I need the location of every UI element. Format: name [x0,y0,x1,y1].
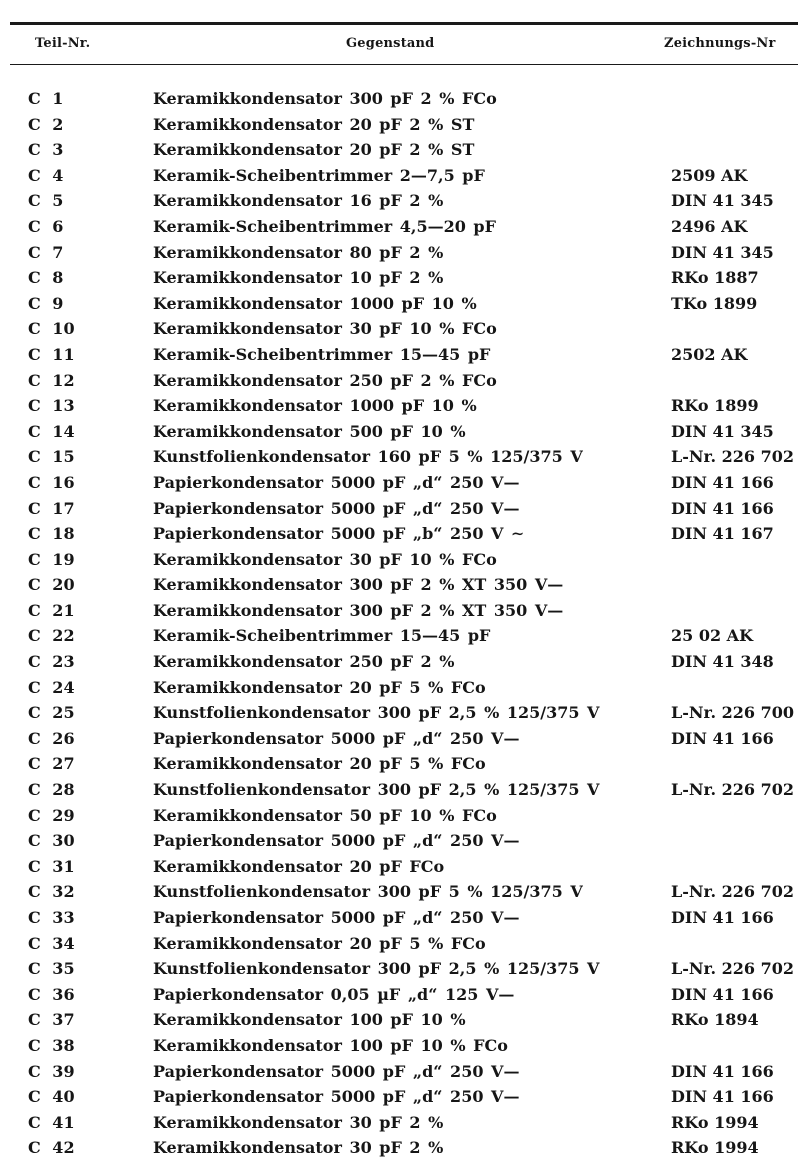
part-number: C 11 [28,344,75,364]
table-row [0,188,800,214]
part-description: Keramikkondensator 80 pF 2 % [153,242,444,262]
table-row [0,368,800,394]
column-header-zeichnungs-nr: Zeichnungs-Nr [664,36,776,51]
part-description: Papierkondensator 5000 pF „d“ 250 V— [153,728,520,748]
drawing-number: L-Nr. 226 702 [671,447,794,467]
part-description: Keramikkondensator 30 pF 2 % [153,1138,444,1158]
column-header-teil-nr: Teil-Nr. [35,36,91,51]
table-row [0,905,800,931]
part-number: C 7 [28,242,64,262]
part-number: C 21 [28,600,75,620]
drawing-number: DIN 41 345 [671,191,774,211]
drawing-number: DIN 41 345 [671,421,774,441]
header-rule [10,64,798,65]
drawing-number: L-Nr. 226 702 [671,959,794,979]
table-row [0,393,800,419]
part-description: Keramik-Scheibentrimmer 15—45 pF [153,344,491,364]
part-description: Keramikkondensator 300 pF 2 % FCo [153,89,497,108]
drawing-number: RKo 1887 [671,268,759,288]
part-number: C 30 [28,831,75,851]
table-row [0,316,800,342]
part-number: C 6 [28,216,64,236]
table-row [0,342,800,368]
part-description: Keramikkondensator 500 pF 10 % [153,421,466,441]
part-number: C 42 [28,1138,75,1158]
table-row [0,700,800,726]
part-description: Keramikkondensator 300 pF 2 % XT 350 V— [153,575,564,595]
part-number: C 2 [28,114,64,134]
table-row [0,419,800,445]
part-description: Keramikkondensator 20 pF FCo [153,856,445,876]
table-row [0,572,800,598]
table-row [0,623,800,649]
table-row [0,547,800,573]
part-description: Keramikkondensator 100 pF 10 % [153,1010,466,1030]
part-number: C 10 [28,319,75,339]
drawing-number: RKo 1894 [671,1010,759,1030]
table-row [0,828,800,854]
part-description: Keramikkondensator 250 pF 2 % FCo [153,370,497,390]
drawing-number: 2502 AK [671,344,748,364]
drawing-number: RKo 1994 [671,1138,759,1158]
part-number: C 26 [28,728,75,748]
part-number: C 17 [28,498,75,518]
drawing-number: RKo 1994 [671,1112,759,1132]
table-row [0,854,800,880]
part-number: C 15 [28,447,75,467]
table-row [0,496,800,522]
table-row [0,265,800,291]
top-rule [10,22,798,25]
part-number: C 1 [28,89,64,108]
part-description: Papierkondensator 5000 pF „d“ 250 V— [153,831,520,851]
part-number: C 14 [28,421,75,441]
part-number: C 12 [28,370,75,390]
part-description: Kunstfolienkondensator 300 pF 2,5 % 125/375 V [153,780,600,800]
table-row [0,1033,800,1059]
part-description: Keramikkondensator 20 pF 2 % ST [153,114,475,134]
part-description: Kunstfolienkondensator 300 pF 5 % 125/375 V [153,882,583,902]
part-number: C 25 [28,703,75,723]
part-number: C 9 [28,293,64,313]
drawing-number: 2509 AK [671,165,748,185]
drawing-number: DIN 41 166 [671,1087,774,1107]
drawing-number: DIN 41 166 [671,1061,774,1081]
part-number: C 34 [28,933,75,953]
table-row [0,112,800,138]
part-description: Kunstfolienkondensator 160 pF 5 % 125/375 V [153,447,583,467]
part-description: Papierkondensator 0,05 µF „d“ 125 V— [153,984,515,1004]
drawing-number: DIN 41 166 [671,908,774,927]
part-number: C 5 [28,191,64,211]
part-number: C 4 [28,165,64,185]
table-row [0,240,800,266]
part-number: C 38 [28,1035,75,1055]
drawing-number: DIN 41 166 [671,472,774,492]
part-number: C 29 [28,805,75,825]
part-number: C 19 [28,549,75,569]
drawing-number: DIN 41 345 [671,242,774,262]
part-number: C 28 [28,780,75,800]
part-number: C 16 [28,472,75,492]
part-number: C 13 [28,396,75,416]
drawing-number: L-Nr. 226 700 [671,703,794,723]
part-description: Keramikkondensator 10 pF 2 % [153,268,444,288]
table-row [0,598,800,624]
part-description: Kunstfolienkondensator 300 pF 2,5 % 125/375 V [153,703,600,723]
part-description: Papierkondensator 5000 pF „b“ 250 V ∼ [153,524,525,544]
drawing-number: DIN 41 166 [671,984,774,1004]
part-description: Papierkondensator 5000 pF „d“ 250 V— [153,498,520,518]
drawing-number: DIN 41 166 [671,728,774,748]
part-description: Papierkondensator 5000 pF „d“ 250 V— [153,1087,520,1107]
table-row [0,726,800,752]
parts-table-body [0,86,800,1161]
table-row [0,444,800,470]
table-row [0,931,800,957]
part-description: Keramikkondensator 20 pF 5 % FCo [153,754,486,774]
drawing-number: DIN 41 167 [671,524,774,544]
part-number: C 41 [28,1112,75,1132]
drawing-number: L-Nr. 226 702 [671,780,794,800]
drawing-number: 25 02 AK [671,626,753,646]
part-number: C 20 [28,575,75,595]
part-number: C 8 [28,268,64,288]
part-description: Papierkondensator 5000 pF „d“ 250 V— [153,908,520,927]
part-description: Keramikkondensator 1000 pF 10 % [153,396,477,416]
table-row [0,1110,800,1136]
part-number: C 40 [28,1087,75,1107]
part-number: C 27 [28,754,75,774]
part-number: C 31 [28,856,75,876]
drawing-number: DIN 41 166 [671,498,774,518]
table-header [0,36,800,56]
table-row [0,777,800,803]
table-row [0,751,800,777]
table-row [0,470,800,496]
drawing-number: TKo 1899 [671,293,758,313]
table-row [0,1084,800,1110]
table-row [0,879,800,905]
table-row [0,803,800,829]
table-row [0,137,800,163]
drawing-number: 2496 AK [671,216,748,236]
drawing-number: L-Nr. 226 702 [671,882,794,902]
part-number: C 24 [28,677,75,697]
part-description: Kunstfolienkondensator 300 pF 2,5 % 125/375 V [153,959,600,979]
part-description: Keramikkondensator 30 pF 10 % FCo [153,319,497,339]
part-number: C 36 [28,984,75,1004]
part-number: C 32 [28,882,75,902]
table-row [0,214,800,240]
drawing-number: DIN 41 348 [671,652,774,672]
part-number: C 18 [28,524,75,544]
part-number: C 37 [28,1010,75,1030]
part-description: Keramik-Scheibentrimmer 15—45 pF [153,626,491,646]
table-row [0,675,800,701]
part-number: C 3 [28,140,64,160]
part-description: Keramikkondensator 1000 pF 10 % [153,293,477,313]
table-row [0,521,800,547]
table-row [0,1135,800,1161]
table-row [0,1059,800,1085]
part-description: Keramikkondensator 300 pF 2 % XT 350 V— [153,600,564,620]
table-row [0,291,800,317]
part-number: C 23 [28,652,75,672]
part-description: Keramikkondensator 50 pF 10 % FCo [153,805,497,825]
column-header-gegenstand: Gegenstand [346,36,435,51]
part-description: Keramik-Scheibentrimmer 2—7,5 pF [153,165,485,185]
part-number: C 22 [28,626,75,646]
table-row [0,86,800,112]
table-row [0,956,800,982]
part-description: Keramikkondensator 20 pF 5 % FCo [153,677,486,697]
part-description: Keramikkondensator 100 pF 10 % FCo [153,1035,508,1055]
part-description: Keramik-Scheibentrimmer 4,5—20 pF [153,216,496,236]
part-description: Keramikkondensator 20 pF 5 % FCo [153,933,486,953]
part-description: Keramikkondensator 30 pF 2 % [153,1112,444,1132]
part-description: Keramikkondensator 20 pF 2 % ST [153,140,475,160]
part-description: Papierkondensator 5000 pF „d“ 250 V— [153,1061,520,1081]
part-number: C 33 [28,908,75,927]
part-number: C 39 [28,1061,75,1081]
part-number: C 35 [28,959,75,979]
table-row [0,163,800,189]
part-description: Keramikkondensator 30 pF 10 % FCo [153,549,497,569]
table-row [0,1007,800,1033]
part-description: Keramikkondensator 250 pF 2 % [153,652,455,672]
table-row [0,982,800,1008]
part-description: Papierkondensator 5000 pF „d“ 250 V— [153,472,520,492]
table-row [0,649,800,675]
part-description: Keramikkondensator 16 pF 2 % [153,191,444,211]
drawing-number: RKo 1899 [671,396,759,416]
